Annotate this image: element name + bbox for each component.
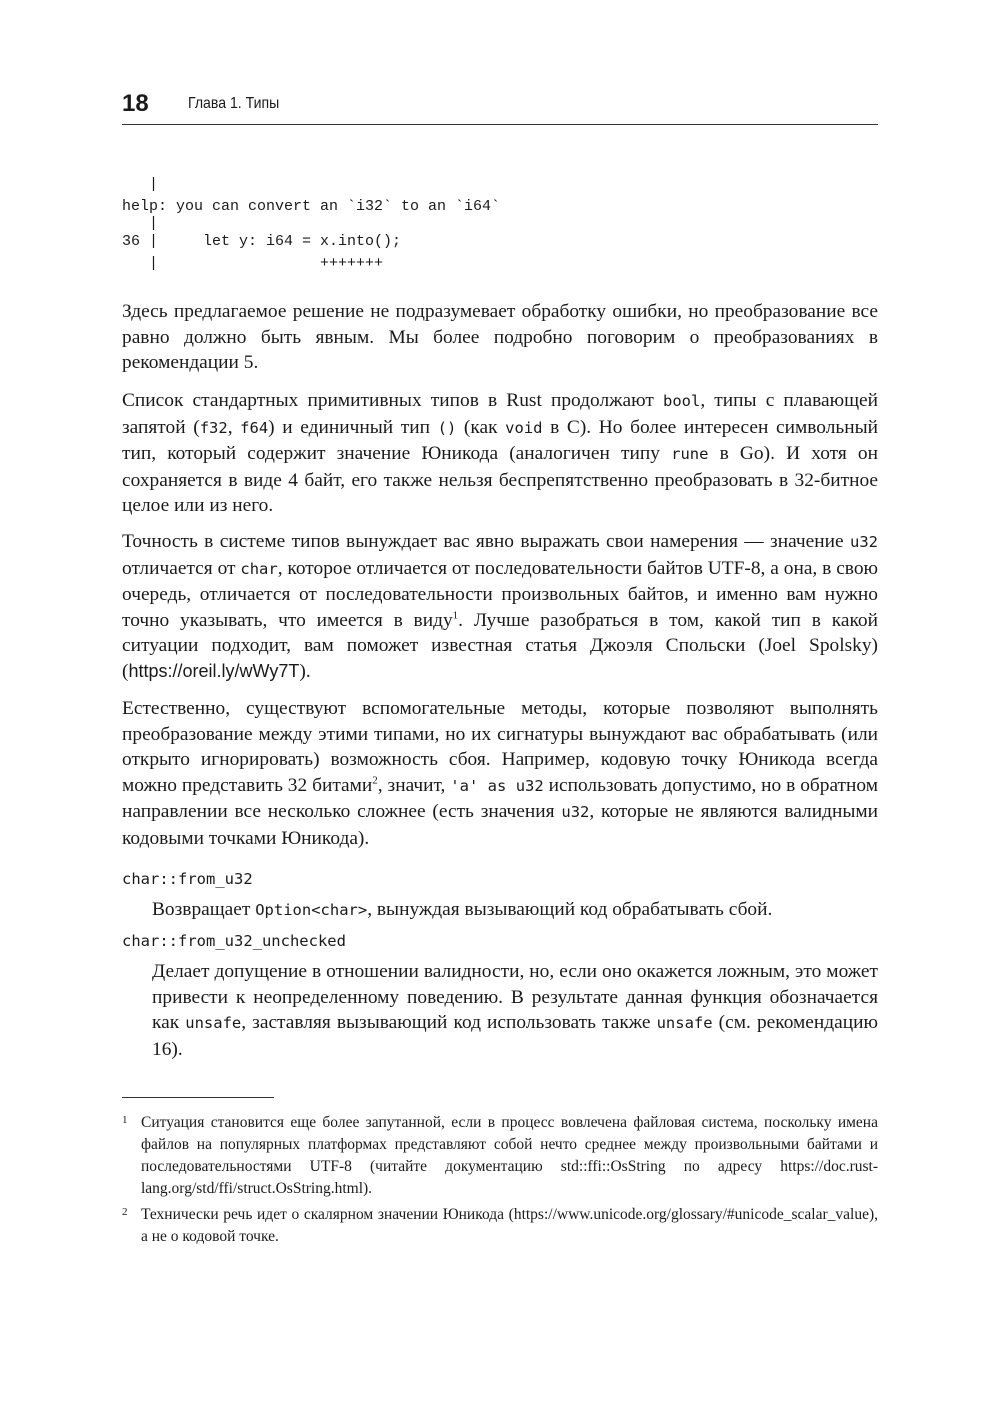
inline-code: 'a' as u32 <box>450 776 544 795</box>
text-run: в Go). И хотя он сохраняется в виде 4 байт, его также нельзя беспрепятственно преобразовать в 32-битное целое или из него. <box>122 443 879 517</box>
text-run: , <box>227 416 241 438</box>
inline-code: bool <box>663 392 701 410</box>
definition-description <box>152 897 878 924</box>
footnote-text: Ситуация становится еще более запутанной, если в процесс вовлечена файловая система, поскольку имена файлов на популярных платформах представляют собой нечто среднее между произвольными байтами и последовательностями UTF-8 (читайте документацию std::ffi::OsString по адресу https://doc.rust-lang.org/std/ffi/struct.OsString.html). <box>141 1114 878 1197</box>
definition-term: char::from_u32_unchecked <box>122 932 346 950</box>
text-run: , заставляя вызывающий код использовать также <box>241 1012 657 1034</box>
inline-code: f32 <box>199 418 228 437</box>
code-line: | <box>122 176 159 193</box>
definition-term: char::from_u32 <box>122 870 253 888</box>
text-run: . Лучше разобраться в том, какой тип в какой ситуации подходит, вам поможет известная статья Джоэля Спольски (Joel Spolsky) ( <box>122 609 878 682</box>
code-line: help: you can convert an `i32` to an `i64` <box>122 197 501 215</box>
footnote <box>122 1112 878 1200</box>
paragraph <box>122 388 878 519</box>
definition-description <box>152 959 878 1062</box>
footnote-mark: 1 <box>122 1114 128 1126</box>
footnote <box>122 1204 878 1248</box>
paragraph <box>122 529 878 685</box>
code-line: | +++++++ <box>122 254 384 272</box>
text-run: Возвращает <box>152 899 256 920</box>
text-run: в C). Но более интересен символьный тип, который содержит значение Юникода (аналогичен типу <box>122 416 879 465</box>
inline-code: unsafe <box>185 1014 242 1033</box>
inline-code: u32 <box>850 533 878 551</box>
text-run: , значит, <box>377 774 451 796</box>
page-number: 18 <box>122 90 149 117</box>
text-run: , которые не являются валидными кодовыми точками Юникода). <box>122 801 878 849</box>
paragraph-text: Здесь предлагаемое решение не подразумевает обработку ошибки, но преобразование все равно должно быть явным. Мы более подробно поговорим о преобразованиях в рекомендации 5. <box>122 301 878 374</box>
text-run: Список стандартных примитивных типов в Rust продолжают <box>122 390 663 411</box>
page-header <box>122 88 878 125</box>
text-run: , вынуждая вызывающий код обрабатывать сбой. <box>367 899 773 920</box>
code-line: 36 | let y: i64 = x.into(); <box>122 233 402 250</box>
inline-code: rune <box>671 445 709 464</box>
text-run: Делает допущение в отношении валидности, но, если оно окажется ложным, это может привести к неопределенному поведению. В результате данная функция обозначается как <box>152 961 878 1034</box>
footnote-text: Технически речь идет о скалярном значении Юникода (https://www.unicode.org/glossary/#unicode_scalar_value), а не о кодовой точке. <box>141 1206 878 1245</box>
code-line: | <box>122 215 159 232</box>
oreil-link[interactable]: https://oreil.ly/wWy7T <box>128 660 300 681</box>
inline-code: Option<char> <box>255 901 368 919</box>
inline-code: void <box>505 418 543 437</box>
footnote-mark: 2 <box>122 1206 128 1218</box>
inline-code: f64 <box>240 418 269 437</box>
footnote-ref[interactable]: 1 <box>452 609 459 622</box>
text-run: Точность в системе типов вынуждает вас явно выражать свои намерения — значение <box>122 531 850 552</box>
paragraph <box>122 696 878 852</box>
footnote-divider <box>122 1097 274 1098</box>
running-head-chapter: Глава 1. Типы <box>188 95 280 112</box>
text-run: ). <box>299 660 311 682</box>
inline-code: char <box>240 559 278 578</box>
inline-code: u32 <box>561 803 590 822</box>
paragraph <box>122 299 878 376</box>
text-run: отличается от <box>122 557 241 579</box>
compiler-output-code-block <box>122 174 500 274</box>
text-run: использовать допустимо, но в обратном направлении все несколько сложнее (есть значения <box>122 774 879 823</box>
text-run: , которое отличается от последовательности байтов UTF-8, а она, в свою очередь, отличается от последовательности произвольных байтов, и именно вам нужно точно указывать, что имеется в виду <box>122 557 879 631</box>
text-run: (как <box>456 416 506 438</box>
text-run: (см. рекомендацию 16). <box>152 1012 878 1060</box>
text-run: , типы с плавающей запятой ( <box>122 390 878 438</box>
inline-code: () <box>437 418 457 437</box>
text-run: ) и единичный тип <box>268 416 438 438</box>
footnote-ref[interactable]: 2 <box>372 774 378 787</box>
inline-code: unsafe <box>656 1014 713 1033</box>
text-run: Естественно, существуют вспомогательные методы, которые позволяют выполнять преобразование между этими типами, но их сигнатуры вынуждают вас обрабатывать (или открыто игнорировать) возможность сбоя. Например, кодовую точку Юникода всегда можно представить 32 битами <box>122 698 878 796</box>
